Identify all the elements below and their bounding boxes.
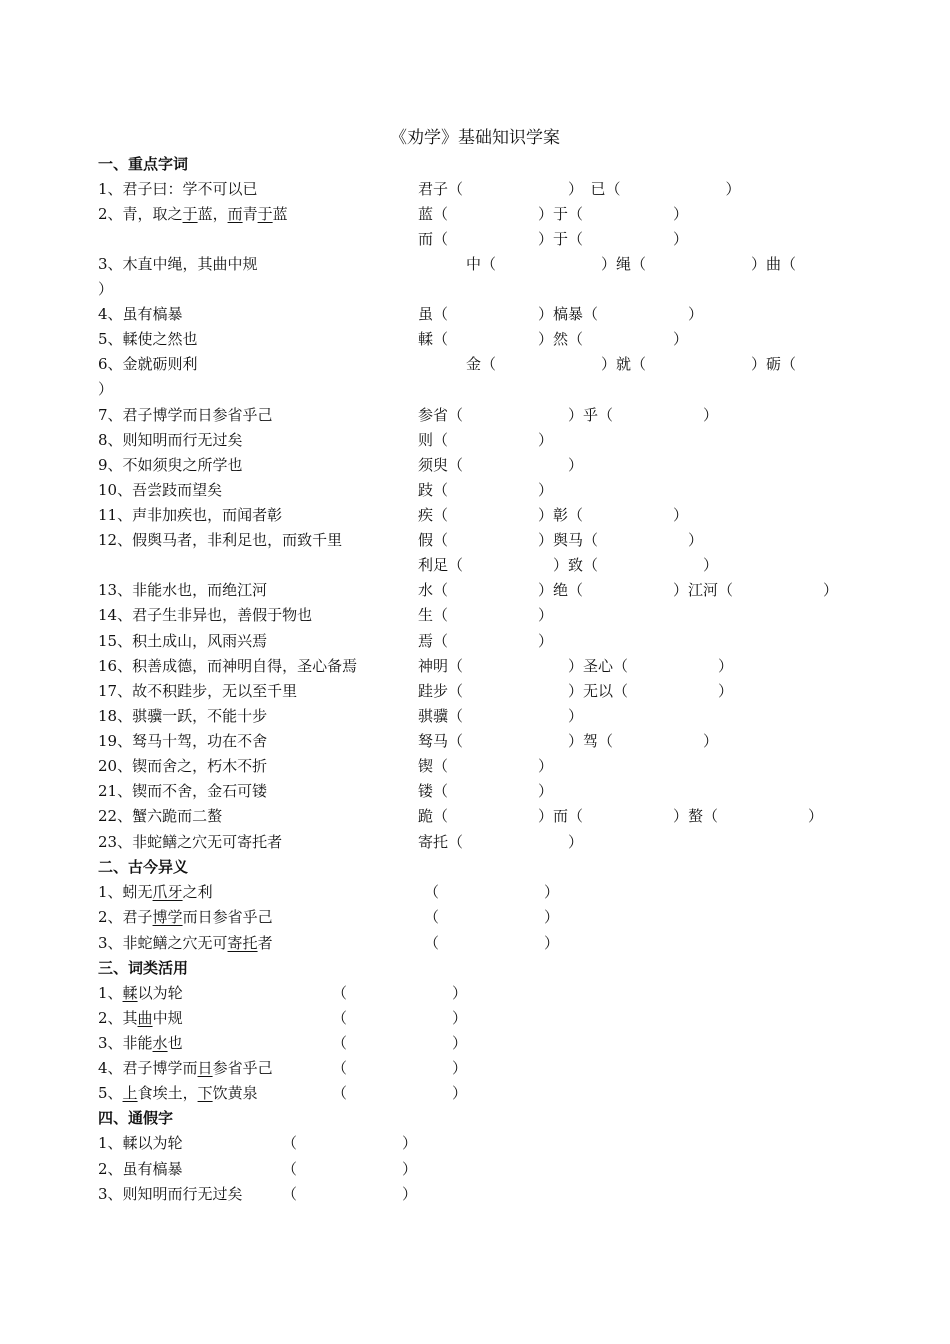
text-segment: 3、非蛇鳝之穴无可 bbox=[98, 934, 228, 952]
list-item bbox=[98, 378, 858, 400]
list-item bbox=[98, 1082, 858, 1104]
question-text: 23、非蛇鳝之穴无可寄托者 bbox=[98, 833, 283, 851]
text-segment: 之利 bbox=[182, 883, 213, 901]
list-item bbox=[98, 705, 858, 727]
list-item bbox=[98, 454, 858, 476]
list-item bbox=[98, 328, 858, 350]
question-text: 6、金就砺则利 bbox=[98, 355, 198, 373]
answer-continuation: ） bbox=[98, 280, 114, 298]
answer-blanks[interactable]: 蓝（ ）于（ ） bbox=[418, 205, 689, 223]
answer-blanks[interactable]: （ ） bbox=[332, 1059, 468, 1077]
answer-blanks[interactable]: 参省（ ）乎（ ） bbox=[418, 406, 719, 424]
answer-blanks[interactable]: 假（ ）舆马（ ） bbox=[418, 531, 704, 549]
answer-blanks[interactable]: （ ） bbox=[332, 1084, 468, 1102]
text-segment: 2、其 bbox=[98, 1009, 138, 1027]
answer-continuation: ） bbox=[98, 380, 114, 398]
question-text bbox=[98, 1032, 183, 1053]
list-item bbox=[98, 404, 858, 426]
question-text: 21、锲而不舍，金石可镂 bbox=[98, 782, 268, 800]
answer-blanks[interactable]: 利足（ ）致（ ） bbox=[418, 556, 719, 574]
list-item bbox=[98, 579, 858, 601]
text-segment: 2、青，取之 bbox=[98, 205, 183, 223]
list-item bbox=[98, 1007, 858, 1029]
question-text: 14、君子生非异也，善假于物也 bbox=[98, 606, 313, 624]
section-heading-interchangeable-chars: 四、通假字 bbox=[98, 1109, 174, 1127]
text-segment: 1、 bbox=[98, 984, 123, 1002]
text-segment: 4、君子博学而 bbox=[98, 1059, 198, 1077]
question-text bbox=[98, 1057, 273, 1078]
list-item bbox=[98, 479, 858, 501]
question-text: 7、君子博学而日参省乎己 bbox=[98, 406, 273, 424]
answer-blanks[interactable]: 君子（ ） 已（ ） bbox=[418, 180, 741, 198]
text-segment: 1、蚓无 bbox=[98, 883, 153, 901]
list-item bbox=[98, 228, 858, 250]
list-item bbox=[98, 253, 858, 275]
list-item bbox=[98, 655, 858, 677]
question-text bbox=[98, 881, 213, 902]
section-heading-word-class: 三、词类活用 bbox=[98, 959, 189, 977]
question-text: 3、则知明而行无过矣 bbox=[98, 1185, 243, 1203]
text-segment: 蓝 bbox=[272, 205, 288, 223]
question-text: 9、不如须臾之所学也 bbox=[98, 456, 243, 474]
question-text: 22、蟹六跪而二螯 bbox=[98, 807, 223, 825]
list-item bbox=[98, 630, 858, 652]
text-segment: 食埃土， bbox=[137, 1084, 198, 1102]
text-segment: 以为轮 bbox=[137, 984, 183, 1002]
text-segment: 2、君子 bbox=[98, 908, 153, 926]
page-title: 《劝学》基础知识学案 bbox=[390, 128, 560, 148]
text-segment: 中规 bbox=[152, 1009, 183, 1027]
answer-blanks[interactable]: 跬步（ ）无以（ ） bbox=[418, 682, 734, 700]
list-item bbox=[98, 1158, 858, 1180]
list-item bbox=[98, 805, 858, 827]
list-item bbox=[98, 755, 858, 777]
underlined-word: 水 bbox=[152, 1034, 168, 1052]
answer-blanks[interactable]: （ ） bbox=[332, 984, 468, 1002]
answer-blanks[interactable]: 锲（ ） bbox=[418, 757, 554, 775]
question-text: 20、锲而舍之，朽木不折 bbox=[98, 757, 268, 775]
question-text: 13、非能水也，而绝江河 bbox=[98, 581, 268, 599]
text-segment: 饮黄泉 bbox=[212, 1084, 258, 1102]
text-segment: 蓝， bbox=[197, 205, 228, 223]
answer-blanks[interactable]: 生（ ） bbox=[418, 606, 554, 624]
answer-blanks[interactable]: 驽马（ ）驾（ ） bbox=[418, 732, 719, 750]
answer-blanks[interactable]: （ ） bbox=[424, 908, 560, 926]
list-item bbox=[98, 932, 858, 954]
answer-blanks[interactable]: （ ） bbox=[282, 1160, 418, 1178]
text-segment: 3、非能 bbox=[98, 1034, 153, 1052]
list-item bbox=[98, 504, 858, 526]
text-segment: 也 bbox=[167, 1034, 183, 1052]
section-heading-key-words: 一、重点字词 bbox=[98, 155, 189, 173]
answer-blanks[interactable]: 须臾（ ） bbox=[418, 456, 584, 474]
list-item bbox=[98, 680, 858, 702]
question-text: 19、驽马十驾，功在不舍 bbox=[98, 732, 268, 750]
underlined-word: 日 bbox=[197, 1059, 213, 1077]
list-item bbox=[98, 730, 858, 752]
answer-blanks[interactable]: 疾（ ）彰（ ） bbox=[418, 506, 689, 524]
list-item bbox=[98, 604, 858, 626]
answer-blanks[interactable]: 焉（ ） bbox=[418, 632, 554, 650]
underlined-word: 爪牙 bbox=[152, 883, 183, 901]
underlined-word: 輮 bbox=[122, 984, 138, 1002]
list-item bbox=[98, 554, 858, 576]
answer-blanks[interactable]: 神明（ ）圣心（ ） bbox=[418, 657, 734, 675]
text-segment: 5、 bbox=[98, 1084, 123, 1102]
answer-blanks[interactable]: （ ） bbox=[282, 1185, 418, 1203]
answer-blanks[interactable]: 跪（ ）而（ ）螯（ ） bbox=[418, 807, 824, 825]
underlined-word: 曲 bbox=[137, 1009, 153, 1027]
list-item bbox=[98, 303, 858, 325]
question-text: 8、则知明而行无过矣 bbox=[98, 431, 243, 449]
question-text: 18、骐骥一跃，不能十步 bbox=[98, 707, 268, 725]
list-item bbox=[98, 881, 858, 903]
underlined-word: 而 bbox=[227, 205, 243, 223]
answer-blanks[interactable]: 中（ ）绳（ ）曲（ bbox=[466, 255, 797, 273]
list-item bbox=[98, 780, 858, 802]
answer-blanks[interactable]: （ ） bbox=[332, 1034, 468, 1052]
answer-blanks[interactable]: 而（ ）于（ ） bbox=[418, 230, 689, 248]
question-text: 4、虽有槁暴 bbox=[98, 305, 183, 323]
question-text bbox=[98, 203, 288, 224]
list-item bbox=[98, 1057, 858, 1079]
underlined-word: 于 bbox=[182, 205, 198, 223]
question-text: 2、虽有槁暴 bbox=[98, 1160, 183, 1178]
question-text: 17、故不积跬步，无以至千里 bbox=[98, 682, 298, 700]
list-item bbox=[98, 353, 858, 375]
answer-blanks[interactable]: 金（ ）就（ ）砺（ bbox=[466, 355, 797, 373]
text-segment: 参省乎己 bbox=[212, 1059, 273, 1077]
question-text bbox=[98, 982, 183, 1003]
question-text bbox=[98, 906, 273, 927]
answer-blanks[interactable]: （ ） bbox=[332, 1009, 468, 1027]
text-segment: 而日参省乎己 bbox=[182, 908, 273, 926]
answer-blanks[interactable]: （ ） bbox=[282, 1134, 418, 1152]
answer-blanks[interactable]: 虽（ ）槁暴（ ） bbox=[418, 305, 704, 323]
list-item bbox=[98, 831, 858, 853]
underlined-word: 于 bbox=[257, 205, 273, 223]
list-item bbox=[98, 529, 858, 551]
answer-blanks[interactable]: 水（ ）绝（ ）江河（ ） bbox=[418, 581, 839, 599]
underlined-word: 博学 bbox=[152, 908, 183, 926]
question-text: 3、木直中绳，其曲中规 bbox=[98, 255, 258, 273]
answer-blanks[interactable]: 寄托（ ） bbox=[418, 833, 584, 851]
underlined-word: 下 bbox=[197, 1084, 213, 1102]
answer-blanks[interactable]: 则（ ） bbox=[418, 431, 554, 449]
answer-blanks[interactable]: 镂（ ） bbox=[418, 782, 554, 800]
question-text: 1、君子曰：学不可以已 bbox=[98, 180, 258, 198]
question-text: 16、积善成德，而神明自得，圣心备焉 bbox=[98, 657, 358, 675]
answer-blanks[interactable]: （ ） bbox=[424, 934, 560, 952]
answer-blanks[interactable]: 輮（ ）然（ ） bbox=[418, 330, 689, 348]
answer-blanks[interactable]: 跂（ ） bbox=[418, 481, 554, 499]
question-text: 11、声非加疾也，而闻者彰 bbox=[98, 506, 283, 524]
list-item bbox=[98, 1032, 858, 1054]
list-item bbox=[98, 429, 858, 451]
list-item bbox=[98, 906, 858, 928]
list-item bbox=[98, 1132, 858, 1154]
list-item bbox=[98, 1183, 858, 1205]
list-item bbox=[98, 982, 858, 1004]
list-item bbox=[98, 278, 858, 300]
question-text bbox=[98, 932, 273, 953]
question-text: 5、輮使之然也 bbox=[98, 330, 198, 348]
text-segment: 青 bbox=[242, 205, 258, 223]
question-text: 1、輮以为轮 bbox=[98, 1134, 183, 1152]
text-segment: 者 bbox=[257, 934, 273, 952]
question-text: 10、吾尝跂而望矣 bbox=[98, 481, 223, 499]
question-text: 12、假舆马者，非利足也，而致千里 bbox=[98, 531, 343, 549]
section-heading-ancient-modern: 二、古今异义 bbox=[98, 858, 189, 876]
answer-blanks[interactable]: （ ） bbox=[424, 883, 560, 901]
list-item bbox=[98, 203, 858, 225]
underlined-word: 寄托 bbox=[227, 934, 258, 952]
underlined-word: 上 bbox=[122, 1084, 138, 1102]
list-item bbox=[98, 178, 858, 200]
question-text: 15、积土成山，风雨兴焉 bbox=[98, 632, 268, 650]
question-text bbox=[98, 1007, 183, 1028]
question-text bbox=[98, 1082, 258, 1103]
answer-blanks[interactable]: 骐骥（ ） bbox=[418, 707, 584, 725]
